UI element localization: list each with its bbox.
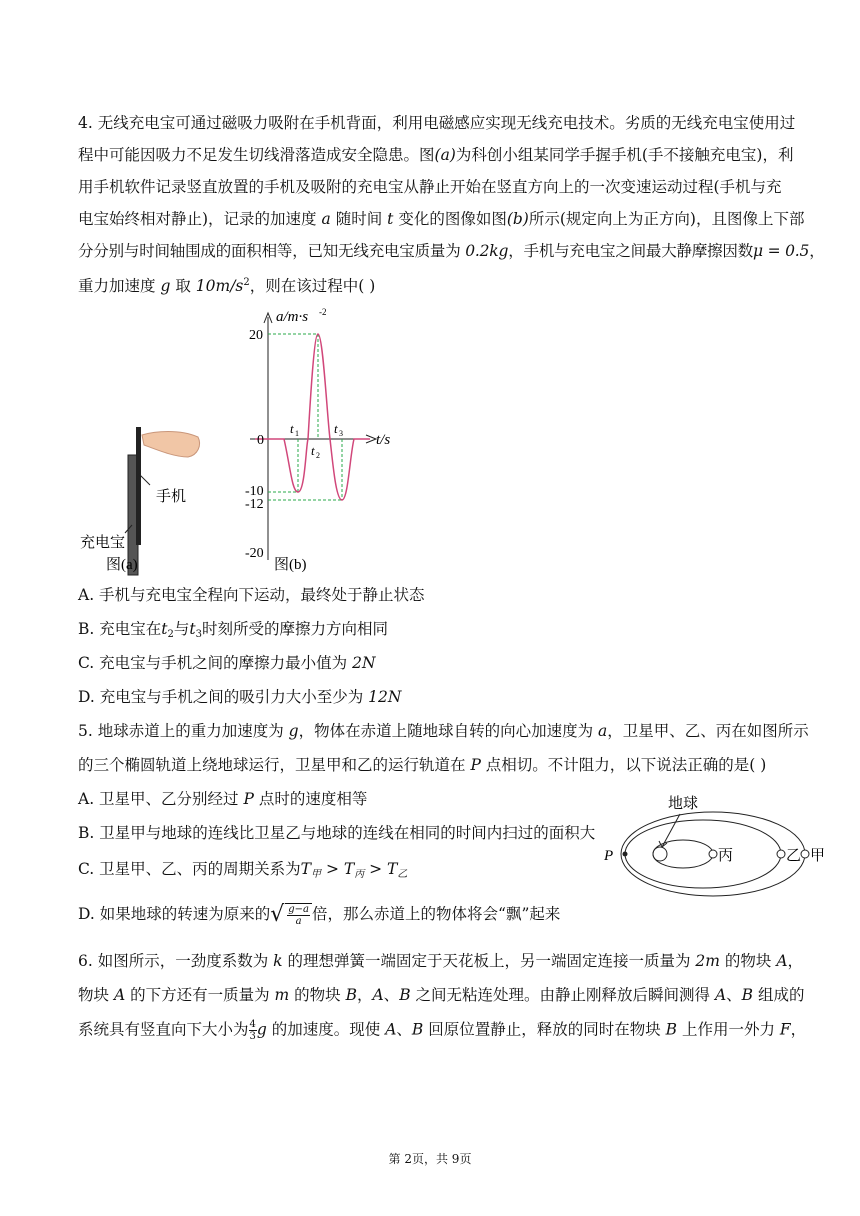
- q4-option-c: C. 充电宝与手机之间的摩擦力最小值为 2N: [78, 654, 376, 672]
- label-bank: 充电宝: [80, 535, 126, 551]
- label-t2: t: [311, 443, 315, 458]
- fig-a-phone-bank: [80, 427, 200, 575]
- q4-line-3: 用手机软件记录竖直放置的手机及吸附的充电宝从静止开始在竖直方向上的一次变速运动过程(手机与充: [78, 178, 782, 196]
- svg-text:3: 3: [339, 429, 343, 438]
- hand-shape: [142, 432, 200, 458]
- tick-neg20: -20: [245, 546, 264, 561]
- q5-line-1: 5. 地球赤道上的重力加速度为 g，物体在赤道上随地球自转的向心加速度为 a，卫星甲、乙、丙在如图所示: [78, 722, 809, 740]
- satellite-bing: [709, 850, 717, 858]
- label-earth: 地球: [668, 796, 699, 812]
- q6-line-2: 物块 A 的下方还有一质量为 m 的物块 B，A、B 之间无粘连处理。由静止刚释放后瞬间测得 A、B 组成的: [78, 986, 805, 1004]
- phone-shape: [136, 427, 141, 545]
- svg-text:1: 1: [295, 429, 299, 438]
- tick-0: 0: [257, 433, 264, 448]
- q4-line-1: 4. 无线充电宝可通过磁吸力吸附在手机背面，利用电磁感应实现无线充电技术。劣质的无线充电宝使用过: [78, 114, 796, 132]
- q5-line-2: 的三个椭圆轨道上绕地球运行，卫星甲和乙的运行轨道在 P 点相切。不计阻力，以下说法正确的是( ): [78, 756, 767, 774]
- q4-option-a: A. 手机与充电宝全程向下运动，最终处于静止状态: [78, 586, 425, 604]
- fig-b-graph: [245, 307, 390, 573]
- label-t3: t: [334, 421, 338, 436]
- q6-line-1: 6. 如图所示，一劲度系数为 k 的理想弹簧一端固定于天花板上，另一端固定连接一质量为 2m 的物块 A，: [78, 952, 804, 970]
- label-yi: 乙: [786, 848, 802, 864]
- q5-option-d: D. 如果地球的转速为原来的√ $\frac{g-a}{a}$ 倍，那么赤道上的物体将会“飘”起来: [78, 902, 561, 927]
- label-jia: 甲: [810, 848, 826, 864]
- q6-line-3: 系统具有竖直向下大小为 $\frac{4}{3}$ g 的加速度。现使 A、B 回原位置静止，释放的同时在物块 B 上作用一外力 F，: [78, 1019, 807, 1042]
- tick-20: 20: [249, 328, 263, 343]
- y-axis-label: a/m·s: [276, 309, 309, 325]
- q4-line-2: 程中可能因吸力不足发生切线滑落造成安全隐患。图(a)为科创小组某同学手握手机(手不接触充电宝)，利: [78, 146, 794, 164]
- label-t1: t: [290, 421, 294, 436]
- acceleration-curve: [255, 334, 370, 500]
- orbit-yi: [625, 820, 781, 888]
- q5-option-b: B. 卫星甲与地球的连线比卫星乙与地球的连线在相同的时间内扫过的面积大: [78, 824, 596, 842]
- x-axis-label: t/s: [376, 432, 391, 448]
- tick-neg10: -10: [245, 484, 264, 499]
- orbit-bing: [653, 840, 713, 868]
- tick-neg12: -12: [245, 497, 264, 512]
- label-bing: 丙: [718, 848, 734, 864]
- satellite-jia: [801, 850, 809, 858]
- q4-line-6: 重力加速度 g 取 $10m/s^2$，则在该过程中( ): [78, 277, 376, 295]
- q5-orbit-figure: [598, 790, 828, 900]
- q4-line-4: 电宝始终相对静止)，记录的加速度 a 随时间 t 变化的图像如图(b)所示(规定向上为正方向)，且图像上下部: [78, 210, 805, 228]
- label-phone: 手机: [156, 489, 187, 505]
- q4-line-5: 分分别与时间轴围成的面积相等，已知无线充电宝质量为 0.2kg，手机与充电宝之间最大静摩擦因数μ = 0.5，: [78, 242, 825, 260]
- q4-option-d: D. 充电宝与手机之间的吸引力大小至少为 12N: [78, 688, 402, 706]
- q5-option-a: A. 卫星甲、乙分别经过 P 点时的速度相等: [78, 790, 368, 808]
- q4-figure: [70, 305, 410, 580]
- y-axis-exp: -2: [319, 307, 327, 317]
- q4-option-b: B. 充电宝在$t_2$与$t_3$时刻所受的摩擦力方向相同: [78, 620, 388, 640]
- label-P: P: [604, 848, 614, 864]
- page-footer: 第 2页，共 9页: [388, 1152, 472, 1166]
- satellite-yi: [777, 850, 785, 858]
- point-P: [623, 852, 628, 857]
- caption-a: 图(a): [106, 557, 138, 573]
- earth-circle: [653, 847, 667, 861]
- q5-option-c: C. 卫星甲、乙、丙的周期关系为$T_甲 > T_丙 > T_乙$: [78, 860, 408, 880]
- svg-text:2: 2: [316, 451, 320, 460]
- caption-b: 图(b): [274, 557, 307, 573]
